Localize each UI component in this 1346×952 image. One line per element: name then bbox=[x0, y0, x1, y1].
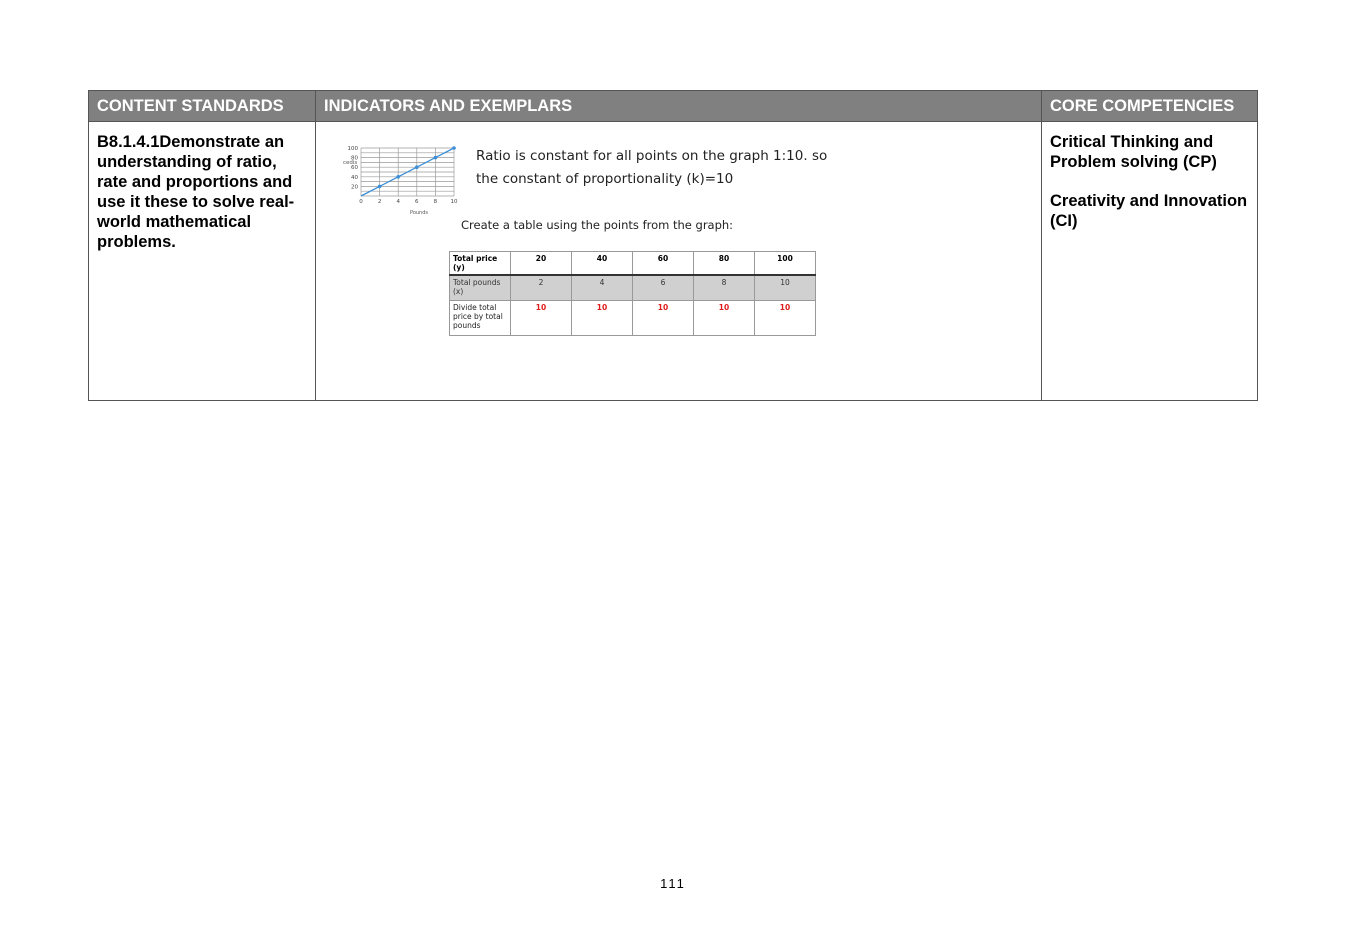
table-cell: 10 bbox=[572, 301, 633, 336]
table-cell: 8 bbox=[694, 275, 755, 301]
x-tick-label: 6 bbox=[415, 199, 419, 205]
y-tick-label: 60 bbox=[351, 165, 358, 172]
table-cell: 20 bbox=[511, 252, 572, 276]
data-point bbox=[378, 185, 382, 189]
table-cell: 80 bbox=[694, 252, 755, 276]
y-tick-label: 80 bbox=[351, 155, 358, 162]
x-tick-label: 4 bbox=[396, 199, 400, 205]
content-standard-text: B8.1.4.1Demonstrate an understanding of ratio, rate and proportions and use it these to solve real-world mathematical problems. bbox=[97, 133, 295, 251]
table-row bbox=[450, 275, 816, 301]
y-tick-label: 40 bbox=[351, 174, 358, 181]
data-point bbox=[434, 156, 438, 160]
page-number: 111 bbox=[660, 876, 686, 891]
table-cell: 2 bbox=[511, 275, 572, 301]
y-tick-label: 20 bbox=[351, 184, 358, 191]
table-cell: 60 bbox=[633, 252, 694, 276]
competency-creativity: Creativity and Innovation (CI) bbox=[1050, 192, 1248, 230]
row-label-total-price: Total price (y) bbox=[450, 252, 511, 276]
table-cell: 10 bbox=[511, 301, 572, 336]
header-core-competencies: CORE COMPETENCIES bbox=[1042, 91, 1258, 122]
exemplar-cell bbox=[316, 122, 1042, 401]
row-label-total-pounds: Total pounds (x) bbox=[450, 275, 511, 301]
data-point bbox=[452, 146, 456, 150]
table-cell: 10 bbox=[755, 275, 816, 301]
table-cell: 40 bbox=[572, 252, 633, 276]
data-point bbox=[415, 165, 419, 169]
core-competencies-cell bbox=[1042, 122, 1258, 401]
values-table bbox=[449, 251, 816, 336]
header-content-standards: CONTENT STANDARDS bbox=[89, 91, 316, 122]
data-point bbox=[396, 175, 400, 179]
ratio-explanation bbox=[476, 145, 916, 191]
table-row bbox=[450, 252, 816, 276]
x-tick-label: 2 bbox=[377, 199, 382, 205]
proportion-graph bbox=[334, 142, 462, 218]
ratio-line-2: the constant of proportionality (k)=10 bbox=[476, 171, 734, 187]
table-cell: 10 bbox=[755, 301, 816, 336]
header-indicators: INDICATORS AND EXEMPLARS bbox=[316, 91, 1042, 122]
table-cell: 10 bbox=[633, 301, 694, 336]
row-label-divide: Divide total price by total pounds bbox=[450, 301, 511, 336]
table-cell: 10 bbox=[694, 301, 755, 336]
x-axis-label: Pounds bbox=[409, 210, 429, 216]
y-axis-label: cedis bbox=[343, 160, 358, 166]
competency-critical-thinking: Critical Thinking and Problem solving (CP) bbox=[1050, 133, 1217, 171]
table-row bbox=[450, 301, 816, 336]
table-cell: 6 bbox=[633, 275, 694, 301]
x-tick-label: 8 bbox=[433, 199, 438, 205]
body-row bbox=[89, 122, 1258, 401]
x-tick-label: 10 bbox=[450, 199, 458, 205]
ratio-line-1: Ratio is constant for all points on the graph 1:10. so bbox=[476, 148, 828, 164]
table-cell: 4 bbox=[572, 275, 633, 301]
x-tick-label: 0 bbox=[359, 199, 363, 205]
header-row bbox=[89, 91, 1258, 122]
content-standard-cell bbox=[89, 122, 316, 401]
y-tick-label: 100 bbox=[347, 146, 358, 152]
curriculum-table bbox=[88, 90, 1258, 401]
table-cell: 100 bbox=[755, 252, 816, 276]
table-caption: Create a table using the points from the graph: bbox=[461, 218, 734, 232]
